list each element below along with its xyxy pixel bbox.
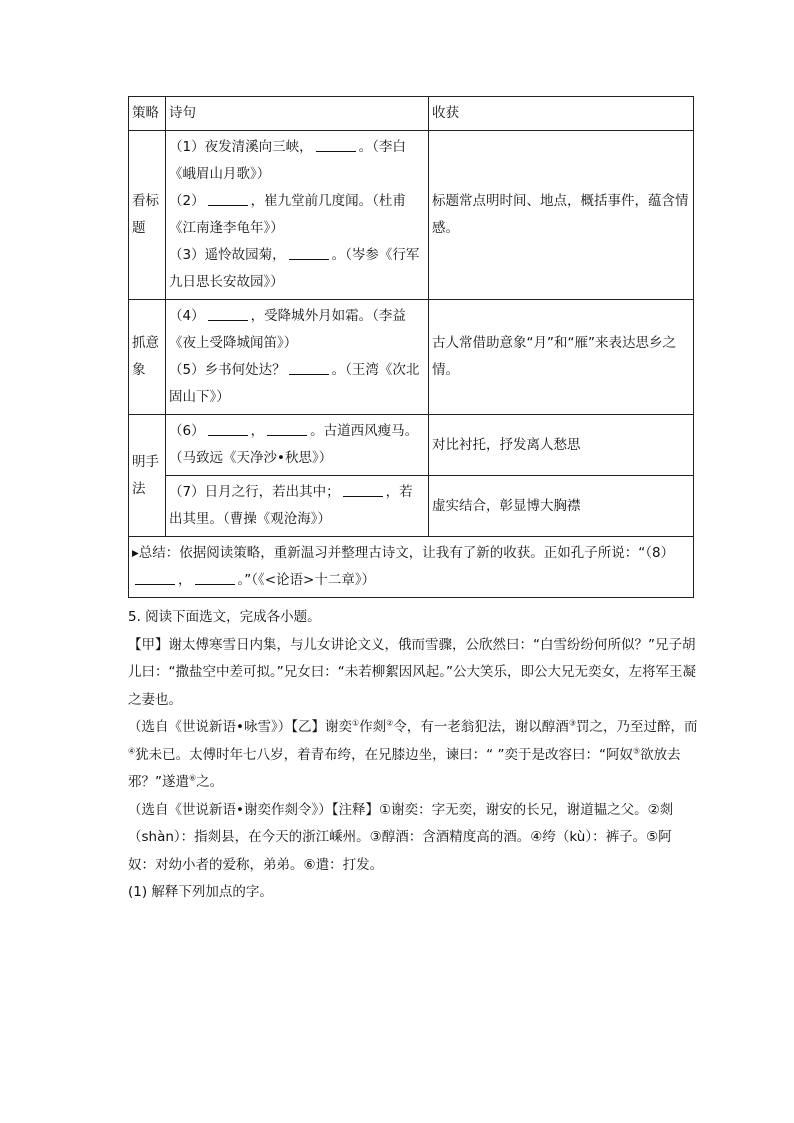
strategy-cell: 看标题 xyxy=(129,131,166,300)
annotation-notes: （选自《世说新语•谢奕作剡令》）【注释】①谢奕：字无奕，谢安的长兄，谢道韫之父。②剡（shàn）：指剡县，在今天的浙江嵊州。③醇酒：含酒精度高的酒。④绔（kù）：裤子。⑤阿奴：对幼小者的爱称，弟弟。⑥遣：打发。 xyxy=(128,801,674,873)
fill-blank[interactable] xyxy=(208,191,248,206)
gain-cell: 古人常借助意象“月”和“雁”来表达思乡之情。 xyxy=(429,300,694,415)
poetry-strategy-table xyxy=(128,96,694,598)
poem-cell xyxy=(166,300,429,415)
gain-cell: 对比衬托，抒发离人愁思 xyxy=(429,415,694,476)
poem-line: （5）乡书何处达？ 。（王湾《次北固山下》） xyxy=(169,362,420,405)
fill-blank[interactable] xyxy=(208,306,248,321)
summary-cell: ▸总结：依据阅读策略，重新温习并整理古诗文，让我有了新的收获。正如孔子所说：“（8）， 。”（《<论语>十二章》） xyxy=(129,537,694,598)
header-gain: 收获 xyxy=(429,97,694,131)
fill-blank[interactable] xyxy=(135,570,175,585)
table-row xyxy=(129,300,694,415)
passage-yi: （选自《世说新语•咏雪》）【乙】谢奕①作剡②令，有一老翁犯法，谢以醇酒③罚之，乃至过醉，而④犹未已。太傅时年七八岁，着青布绔，在兄膝边坐，谏曰：“ ”奕于是改容曰：“阿奴⑤欲放去邪？”遂遣⑥之。 xyxy=(128,718,698,790)
table-row xyxy=(129,415,694,476)
fill-blank[interactable] xyxy=(208,421,248,436)
question-heading: 5. 阅读下面选文，完成各小题。 xyxy=(128,609,321,625)
question-5 xyxy=(128,604,698,907)
poem-cell: （6） ， 。古道西风瘦马。（马致远《天净沙•秋思》） xyxy=(166,415,429,476)
summary-row xyxy=(129,537,694,598)
strategy-cell: 明手法 xyxy=(129,415,166,537)
fill-blank[interactable] xyxy=(289,245,329,260)
poem-line: （3）遥怜故园菊， 。（岑参《行军九日思长安故园》） xyxy=(169,247,420,290)
table-header-row xyxy=(129,97,694,131)
poem-line: （4） ，受降城外月如霜。（李益《夜上受降城闻笛》） xyxy=(169,308,406,351)
poem-line: （1）夜发清溪向三峡， 。（李白《峨眉山月歌》） xyxy=(169,139,406,182)
table-row xyxy=(129,131,694,300)
fill-blank[interactable] xyxy=(289,360,329,375)
passage-jia: 【甲】谢太傅寒雪日内集，与儿女讲论文义，俄而雪骤，公欣然曰：“白雪纷纷何所似？”兄子胡儿曰：“撒盐空中差可拟。”兄女曰：“未若柳絮因风起。”公大笑乐，即公大兄无奕女，左将军王凝之妻也。 xyxy=(128,636,696,708)
strategy-cell: 抓意象 xyxy=(129,300,166,415)
fill-blank[interactable] xyxy=(195,570,235,585)
fill-blank[interactable] xyxy=(267,421,307,436)
poem-line: （2） ，崔九堂前几度闻。（杜甫《江南逢李龟年》） xyxy=(169,193,406,236)
fill-blank[interactable] xyxy=(343,482,383,497)
header-strategy: 策略 xyxy=(129,97,166,131)
gain-cell: 标题常点明时间、地点，概括事件，蕴含情感。 xyxy=(429,131,694,300)
header-poem: 诗句 xyxy=(166,97,429,131)
poem-cell xyxy=(166,131,429,300)
poem-cell: （7）日月之行，若出其中； ，若出其里。（曹操《观沧海》） xyxy=(166,476,429,537)
fill-blank[interactable] xyxy=(316,137,356,152)
table-row xyxy=(129,476,694,537)
sub-question-1: (1) 解释下列加点的字。 xyxy=(128,884,273,900)
gain-cell: 虚实结合，彰显博大胸襟 xyxy=(429,476,694,537)
